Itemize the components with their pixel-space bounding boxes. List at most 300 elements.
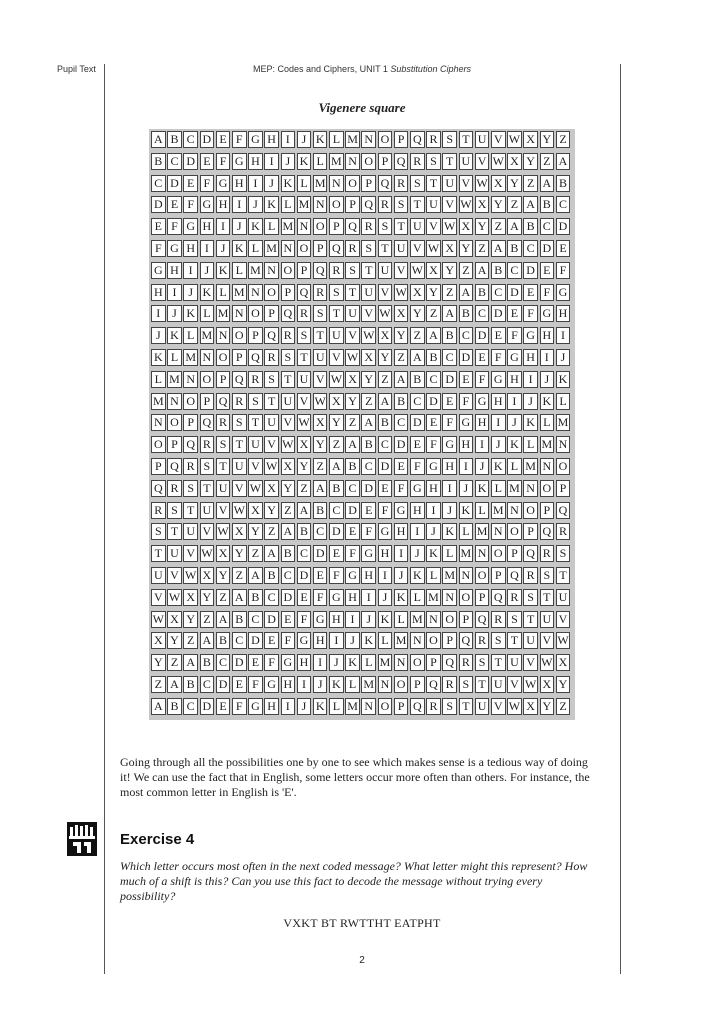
square-cell: F	[264, 654, 279, 671]
square-cell: T	[426, 175, 441, 192]
square-cell: Y	[264, 502, 279, 519]
square-cell: T	[248, 414, 263, 431]
square-cell: B	[313, 502, 328, 519]
square-cell: L	[475, 502, 490, 519]
square-cell: X	[216, 545, 231, 562]
square-cell: N	[507, 502, 522, 519]
square-cell: W	[557, 633, 569, 648]
square-cell: U	[475, 698, 490, 715]
square-cell: T	[394, 218, 409, 235]
square-cell: M	[395, 633, 407, 648]
square-cell: A	[426, 327, 441, 344]
square-cell: V	[345, 327, 360, 344]
square-cell: E	[248, 654, 263, 671]
square-cell: X	[523, 698, 538, 715]
square-cell: J	[297, 131, 312, 148]
square-cell: Z	[281, 502, 296, 519]
square-cell: X	[556, 654, 571, 671]
square-cell: L	[313, 153, 328, 170]
square-cell: P	[378, 153, 393, 170]
square-cell: E	[200, 153, 215, 170]
square-cell: S	[232, 414, 247, 431]
square-cell: P	[264, 305, 279, 322]
square-cell: F	[345, 545, 360, 562]
square-cell: S	[345, 262, 360, 279]
square-row	[151, 284, 575, 304]
square-cell: Y	[329, 414, 344, 431]
square-cell: O	[248, 305, 263, 322]
square-cell: C	[183, 698, 198, 715]
square-cell: Z	[442, 284, 457, 301]
square-cell: F	[394, 480, 409, 497]
square-cell: M	[411, 611, 423, 626]
square-cell: H	[200, 218, 215, 235]
square-cell: K	[329, 676, 344, 693]
square-cell: B	[523, 218, 538, 235]
square-cell: B	[410, 371, 425, 388]
square-cell: A	[216, 611, 231, 628]
square-cell: Y	[523, 153, 538, 170]
square-cell: W	[541, 655, 553, 670]
exercise-title: Exercise 4	[120, 831, 195, 848]
square-cell: J	[329, 654, 344, 671]
square-cell: E	[264, 632, 279, 649]
square-cell: X	[491, 175, 506, 192]
square-cell: F	[491, 349, 506, 366]
square-cell: F	[523, 305, 538, 322]
square-cell: K	[264, 196, 279, 213]
square-cell: E	[232, 676, 247, 693]
square-cell: F	[297, 611, 312, 628]
square-cell: W	[265, 458, 278, 473]
square-cell: B	[540, 196, 555, 213]
square-cell: I	[442, 480, 457, 497]
square-cell: X	[442, 240, 457, 257]
square-cell: L	[167, 349, 182, 366]
square-cell: N	[248, 284, 263, 301]
square-cell: H	[264, 698, 279, 715]
square-cell: W	[249, 480, 262, 495]
square-cell: R	[313, 284, 328, 301]
square-cell: F	[329, 567, 344, 584]
square-cell: R	[200, 436, 215, 453]
square-cell: E	[459, 371, 474, 388]
square-cell: W	[346, 349, 359, 364]
square-cell: C	[248, 611, 263, 628]
square-cell: Z	[183, 632, 198, 649]
square-cell: S	[329, 284, 344, 301]
square-cell: W	[508, 698, 521, 713]
square-cell: X	[459, 218, 474, 235]
square-cell: T	[361, 262, 376, 279]
square-cell: Y	[345, 393, 360, 410]
square-cell: W	[476, 175, 488, 190]
square-cell: M	[347, 132, 358, 146]
square-cell: R	[297, 305, 312, 322]
square-cell: C	[491, 284, 506, 301]
square-cell: F	[459, 393, 474, 410]
square-cell: P	[313, 240, 328, 257]
square-cell: Q	[183, 436, 198, 453]
square-cell: W	[168, 589, 181, 604]
square-cell: A	[329, 458, 344, 475]
square-cell: D	[507, 284, 522, 301]
square-cell: R	[410, 153, 425, 170]
square-cell: O	[540, 480, 555, 497]
square-cell: X	[167, 611, 182, 628]
square-cell: N	[410, 632, 425, 649]
square-cell: L	[523, 436, 538, 453]
square-cell: L	[410, 589, 425, 606]
square-cell: Q	[459, 632, 474, 649]
square-cell: L	[394, 611, 409, 628]
square-cell: P	[232, 349, 247, 366]
square-cell: I	[200, 240, 215, 257]
square-cell: R	[248, 371, 263, 388]
square-cell: C	[167, 153, 182, 170]
square-cell: Z	[264, 523, 279, 540]
square-cell: E	[183, 175, 198, 192]
square-cell: B	[248, 589, 263, 606]
square-cell: S	[167, 502, 182, 519]
square-cell: A	[491, 240, 506, 257]
square-cell: U	[297, 371, 312, 388]
square-row	[151, 196, 575, 216]
square-cell: D	[378, 458, 393, 475]
square-cell: K	[394, 589, 409, 606]
square-cell: U	[329, 327, 344, 344]
square-row	[151, 698, 575, 718]
square-cell: U	[183, 523, 198, 540]
square-cell: P	[426, 654, 441, 671]
square-cell: G	[248, 698, 263, 715]
square-cell: M	[233, 284, 245, 299]
square-cell: Y	[167, 632, 182, 649]
square-cell: K	[167, 327, 182, 344]
square-cell: Q	[200, 414, 215, 431]
square-cell: H	[459, 436, 474, 453]
square-cell: N	[232, 305, 247, 322]
square-cell: T	[183, 502, 198, 519]
square-cell: Z	[523, 175, 538, 192]
square-cell: O	[216, 349, 231, 366]
square-cell: T	[491, 654, 506, 671]
square-cell: U	[491, 676, 506, 693]
square-cell: N	[459, 567, 474, 584]
square-cell: M	[169, 371, 180, 386]
square-cell: Y	[378, 349, 393, 366]
square-cell: O	[556, 458, 571, 475]
square-cell: P	[167, 436, 182, 453]
square-cell: D	[540, 240, 555, 257]
square-cell: D	[475, 327, 490, 344]
square-cell: I	[345, 611, 360, 628]
square-cell: Q	[313, 262, 328, 279]
square-cell: S	[281, 349, 296, 366]
exercise-icon	[67, 822, 97, 856]
square-cell: L	[232, 262, 247, 279]
square-cell: M	[525, 458, 536, 473]
square-cell: P	[491, 567, 506, 584]
square-cell: I	[248, 175, 263, 192]
square-cell: R	[216, 414, 231, 431]
square-cell: O	[167, 414, 182, 431]
square-cell: X	[232, 523, 247, 540]
square-cell: H	[442, 458, 457, 475]
square-cell: V	[232, 480, 247, 497]
square-cell: G	[475, 393, 490, 410]
square-cell: U	[216, 480, 231, 497]
square-cell: G	[523, 327, 538, 344]
square-cell: T	[442, 153, 457, 170]
square-cell: V	[442, 196, 457, 213]
square-cell: O	[281, 262, 296, 279]
square-cell: J	[297, 698, 312, 715]
square-cell: T	[281, 371, 296, 388]
square-cell: K	[378, 611, 393, 628]
square-cell: O	[183, 393, 198, 410]
square-cell: G	[200, 196, 215, 213]
square-cell: Z	[329, 436, 344, 453]
square-cell: W	[379, 306, 391, 321]
square-row	[151, 240, 575, 260]
square-cell: M	[476, 524, 488, 539]
square-cell: C	[523, 240, 538, 257]
square-cell: P	[361, 175, 376, 192]
square-cell: W	[201, 546, 213, 561]
square-cell: J	[507, 414, 522, 431]
square-cell: T	[264, 393, 279, 410]
square-cell: R	[459, 654, 474, 671]
square-cell: F	[232, 131, 247, 148]
square-cell: S	[556, 545, 571, 562]
square-cell: W	[282, 437, 294, 452]
square-cell: X	[200, 567, 215, 584]
square-cell: E	[475, 349, 490, 366]
square-cell: I	[491, 414, 506, 431]
square-cell: S	[426, 153, 441, 170]
square-cell: L	[540, 414, 555, 431]
square-cell: C	[183, 131, 198, 148]
square-cell: K	[151, 349, 166, 366]
square-cell: J	[540, 371, 555, 388]
square-cell: B	[329, 480, 344, 497]
square-cell: Z	[167, 654, 182, 671]
square-cell: V	[556, 611, 571, 628]
square-cell: V	[281, 414, 296, 431]
square-cell: H	[167, 262, 182, 279]
square-cell: L	[264, 218, 279, 235]
square-cell: G	[507, 349, 522, 366]
square-cell: I	[540, 349, 555, 366]
square-cell: R	[394, 175, 409, 192]
square-cell: R	[540, 545, 555, 562]
square-cell: F	[151, 240, 166, 257]
square-cell: F	[378, 502, 393, 519]
square-cell: A	[183, 654, 198, 671]
square-cell: I	[151, 305, 166, 322]
square-cell: Q	[491, 589, 506, 606]
square-cell: T	[507, 632, 522, 649]
square-cell: A	[361, 414, 376, 431]
square-cell: Q	[264, 327, 279, 344]
square-cell: I	[297, 676, 312, 693]
square-cell: Y	[361, 371, 376, 388]
square-cell: J	[556, 349, 571, 366]
square-cell: C	[540, 218, 555, 235]
square-cell: L	[183, 327, 198, 344]
square-cell: J	[523, 393, 538, 410]
square-cell: C	[216, 654, 231, 671]
square-cell: Y	[200, 589, 215, 606]
square-cell: A	[523, 196, 538, 213]
square-cell: K	[313, 698, 328, 715]
square-cell: W	[444, 219, 456, 234]
square-cell: X	[281, 458, 296, 475]
square-cell: H	[540, 327, 555, 344]
square-cell: N	[297, 218, 312, 235]
square-cell: O	[232, 327, 247, 344]
square-cell: J	[475, 458, 490, 475]
square-cell: U	[167, 545, 182, 562]
square-cell: Q	[507, 567, 522, 584]
square-cell: G	[281, 654, 296, 671]
square-cell: J	[378, 589, 393, 606]
square-cell: I	[281, 698, 296, 715]
square-cell: F	[540, 284, 555, 301]
square-cell: L	[491, 480, 506, 497]
square-cell: L	[248, 240, 263, 257]
square-cell: Z	[151, 676, 166, 693]
square-cell: M	[282, 219, 294, 234]
square-cell: W	[411, 262, 423, 277]
square-cell: M	[460, 546, 472, 561]
square-cell: Z	[556, 698, 571, 715]
square-cell: R	[378, 196, 393, 213]
square-cell: Z	[313, 458, 328, 475]
square-cell: J	[361, 611, 376, 628]
square-cell: K	[297, 153, 312, 170]
square-cell: H	[329, 611, 344, 628]
square-cell: Y	[507, 175, 522, 192]
square-row	[151, 371, 575, 391]
square-cell: A	[313, 480, 328, 497]
square-cell: H	[475, 414, 490, 431]
square-cell: N	[426, 611, 441, 628]
square-cell: I	[426, 502, 441, 519]
square-cell: P	[410, 676, 425, 693]
square-cell: J	[232, 218, 247, 235]
square-cell: C	[151, 175, 166, 192]
square-cell: U	[442, 175, 457, 192]
square-cell: E	[281, 611, 296, 628]
square-cell: Y	[556, 676, 571, 693]
square-row	[151, 545, 575, 565]
square-cell: B	[475, 284, 490, 301]
square-cell: E	[361, 502, 376, 519]
square-cell: I	[523, 371, 538, 388]
square-cell: F	[281, 632, 296, 649]
square-cell: R	[167, 480, 182, 497]
square-cell: U	[507, 654, 522, 671]
square-cell: R	[361, 218, 376, 235]
square-cell: E	[426, 414, 441, 431]
square-cell: O	[313, 218, 328, 235]
square-row	[151, 676, 575, 696]
square-cell: H	[313, 632, 328, 649]
square-cell: X	[475, 196, 490, 213]
square-cell: O	[523, 502, 538, 519]
square-cell: L	[216, 284, 231, 301]
square-cell: L	[151, 371, 166, 388]
square-cell: Q	[151, 480, 166, 497]
square-cell: D	[491, 305, 506, 322]
square-row	[151, 480, 575, 500]
square-cell: W	[217, 524, 229, 539]
square-cell: T	[297, 349, 312, 366]
square-cell: Q	[523, 545, 538, 562]
square-cell: G	[426, 458, 441, 475]
square-cell: E	[313, 567, 328, 584]
square-cell: M	[444, 567, 455, 582]
square-cell: S	[442, 131, 457, 148]
square-cell: E	[442, 393, 457, 410]
square-cell: C	[264, 589, 279, 606]
square-cell: A	[442, 305, 457, 322]
square-cell: L	[329, 131, 344, 148]
square-cell: Q	[475, 611, 490, 628]
square-cell: B	[394, 393, 409, 410]
square-cell: D	[361, 480, 376, 497]
square-cell: B	[281, 545, 296, 562]
square-cell: A	[297, 502, 312, 519]
square-cell: K	[523, 414, 538, 431]
square-cell: B	[232, 611, 247, 628]
square-cell: G	[167, 240, 182, 257]
square-cell: L	[378, 632, 393, 649]
square-cell: D	[297, 567, 312, 584]
square-cell: T	[540, 589, 555, 606]
square-cell: N	[281, 240, 296, 257]
square-cell: R	[442, 676, 457, 693]
square-cell: I	[232, 196, 247, 213]
square-cell: D	[459, 349, 474, 366]
square-cell: Z	[410, 327, 425, 344]
square-cell: H	[378, 545, 393, 562]
square-cell: C	[475, 305, 490, 322]
square-cell: J	[200, 262, 215, 279]
square-cell: P	[151, 458, 166, 475]
square-title: Vigenere square	[318, 100, 406, 115]
square-cell: I	[264, 153, 279, 170]
square-cell: H	[151, 284, 166, 301]
pupil-text-label: Pupil Text	[57, 64, 96, 74]
square-cell: V	[264, 436, 279, 453]
square-cell: V	[378, 284, 393, 301]
square-cell: O	[297, 240, 312, 257]
square-cell: Y	[459, 240, 474, 257]
square-cell: E	[297, 589, 312, 606]
square-cell: L	[459, 523, 474, 540]
square-cell: O	[329, 196, 344, 213]
square-cell: G	[345, 567, 360, 584]
square-cell: T	[313, 327, 328, 344]
square-cell: D	[248, 632, 263, 649]
square-cell: N	[361, 131, 376, 148]
square-cell: E	[394, 458, 409, 475]
square-cell: B	[507, 240, 522, 257]
square-cell: T	[232, 436, 247, 453]
